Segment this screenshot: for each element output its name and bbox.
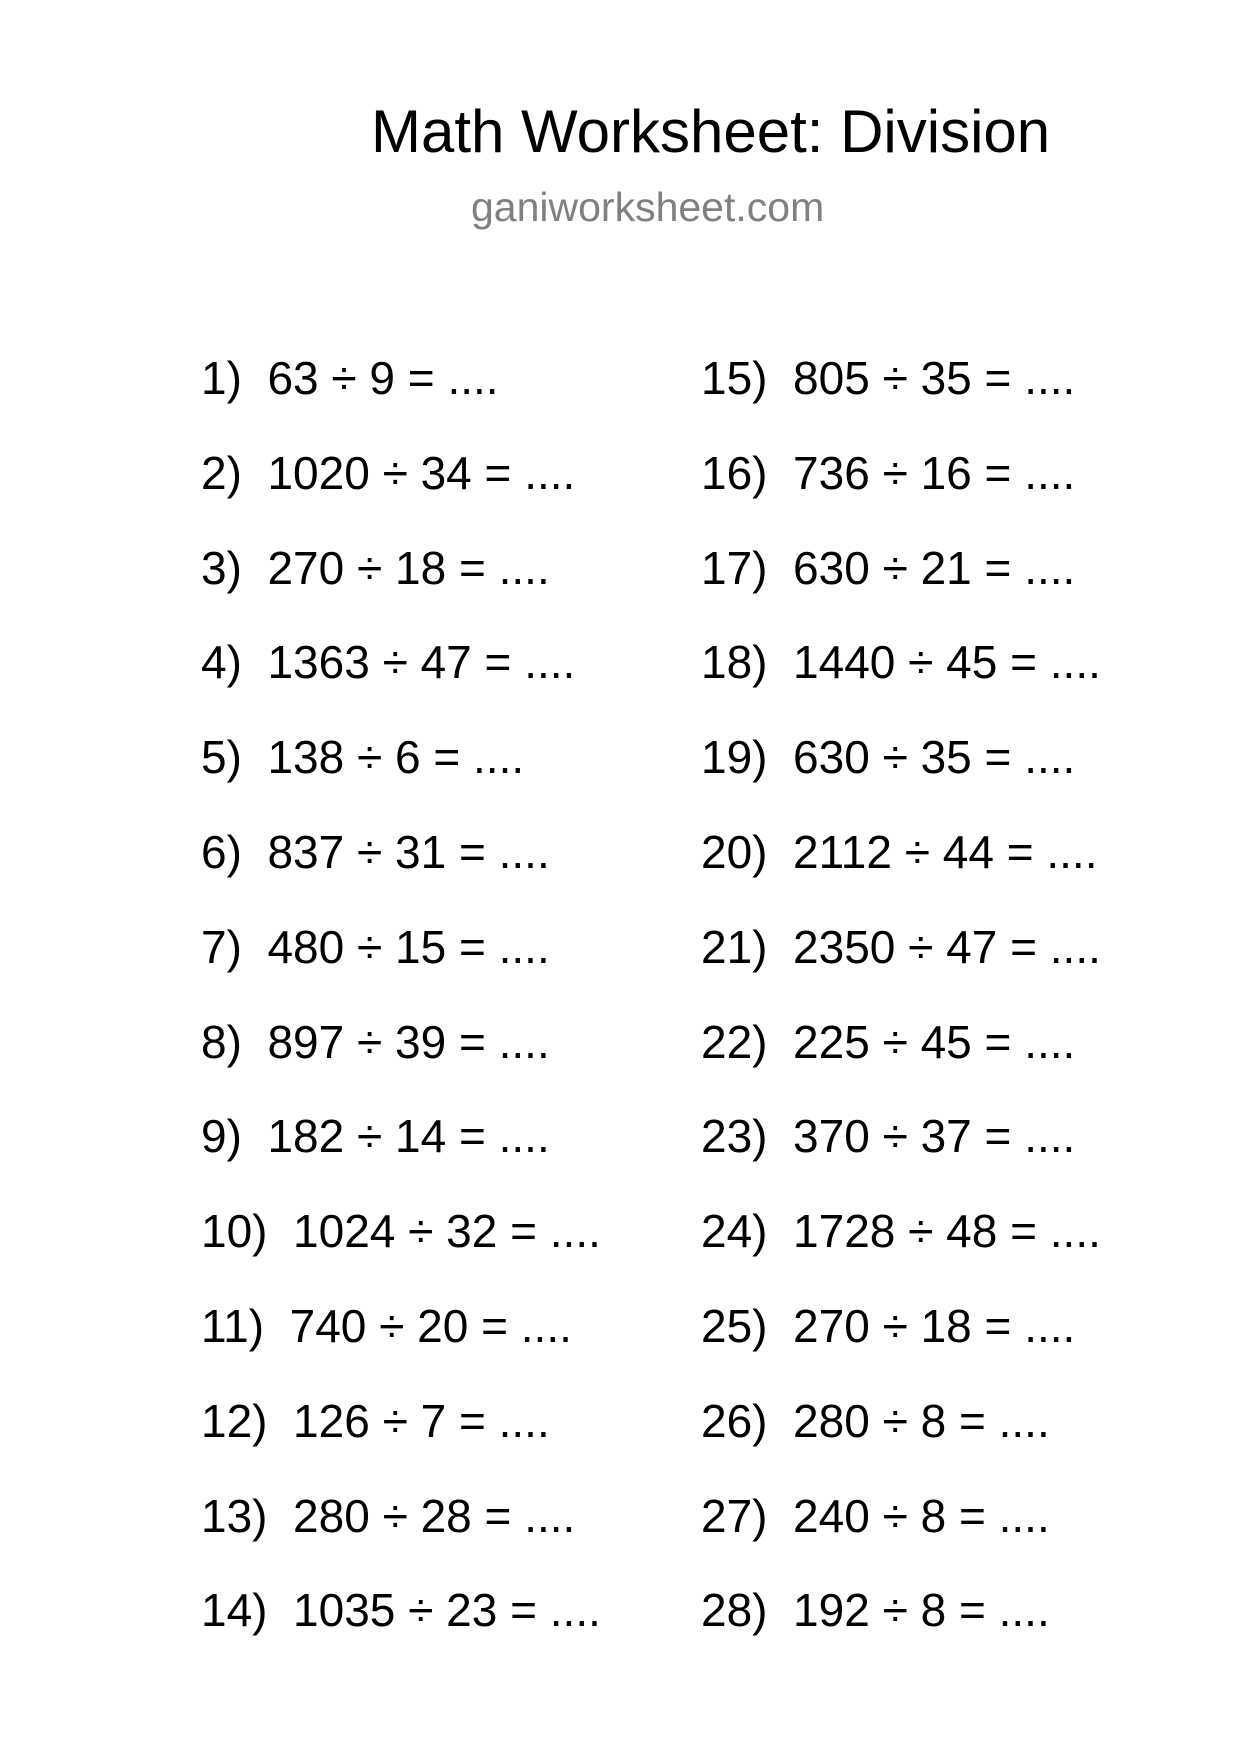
problem-item: 22) 225 ÷ 45 = ....: [701, 1015, 1076, 1068]
problem-item: 15) 805 ÷ 35 = ....: [701, 352, 1076, 404]
problem-item: 2) 1020 ÷ 34 = ....: [201, 446, 576, 499]
problem-item: 6) 837 ÷ 31 = ....: [201, 825, 550, 878]
problem-item: 20) 2112 ÷ 44 = ....: [701, 825, 1098, 878]
problem-item: 7) 480 ÷ 15 = ....: [201, 920, 550, 973]
problem-item: 19) 630 ÷ 35 = ....: [701, 731, 1076, 784]
problem-item: 16) 736 ÷ 16 = ....: [701, 446, 1076, 499]
worksheet-title: Math Worksheet: Division: [371, 98, 1051, 165]
problem-item: 21) 2350 ÷ 47 = ....: [701, 920, 1101, 973]
problem-item: 18) 1440 ÷ 45 = ....: [701, 636, 1101, 689]
problem-item: 17) 630 ÷ 21 = ....: [701, 541, 1076, 594]
problem-item: 4) 1363 ÷ 47 = ....: [201, 636, 576, 689]
problem-item: 27) 240 ÷ 8 = ....: [701, 1489, 1050, 1542]
problem-item: 24) 1728 ÷ 48 = ....: [701, 1205, 1101, 1258]
problem-item: 1) 63 ÷ 9 = ....: [201, 352, 499, 404]
website-credit: ganiworksheet.com: [471, 184, 825, 230]
problem-item: 14) 1035 ÷ 23 = ....: [201, 1584, 601, 1637]
problem-item: 13) 280 ÷ 28 = ....: [201, 1489, 576, 1542]
problem-item: 23) 370 ÷ 37 = ....: [701, 1110, 1076, 1163]
problem-item: 26) 280 ÷ 8 = ....: [701, 1394, 1050, 1447]
problem-item: 10) 1024 ÷ 32 = ....: [201, 1205, 601, 1258]
problem-item: 25) 270 ÷ 18 = ....: [701, 1299, 1076, 1352]
problem-column-right: [701, 350, 1101, 1677]
problem-item: 5) 138 ÷ 6 = ....: [201, 731, 525, 784]
problem-item: 28) 192 ÷ 8 = ....: [701, 1584, 1050, 1637]
problem-item: 8) 897 ÷ 39 = ....: [201, 1015, 550, 1068]
problem-item: 11) 740 ÷ 20 = ....: [201, 1299, 572, 1352]
problem-item: 9) 182 ÷ 14 = ....: [201, 1110, 550, 1163]
problem-item: 3) 270 ÷ 18 = ....: [201, 541, 550, 594]
problem-item: 12) 126 ÷ 7 = ....: [201, 1394, 550, 1447]
problem-column-left: [201, 350, 601, 1677]
